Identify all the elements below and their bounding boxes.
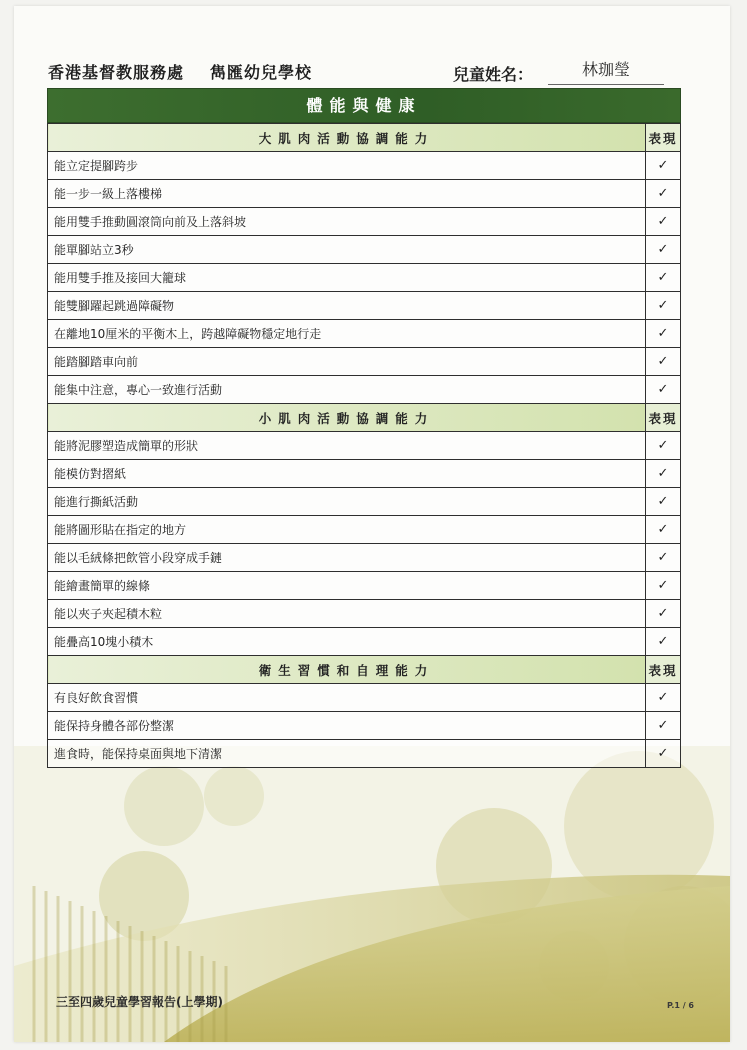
section-header [48, 124, 681, 152]
skill-description: 能單腳站立3秒 [48, 236, 646, 264]
table-row [48, 600, 681, 628]
checkmark-icon: ✓ [646, 488, 681, 516]
kindergarten-name: 雋匯幼兒學校 [210, 63, 313, 82]
skill-description: 能踏腳踏車向前 [48, 348, 646, 376]
table-row [48, 712, 681, 740]
table-row [48, 348, 681, 376]
skill-description: 能將泥膠塑造成簡單的形狀 [48, 432, 646, 460]
skill-description: 有良好飲食習慣 [48, 684, 646, 712]
checkmark-icon: ✓ [646, 544, 681, 572]
assessment-grid [47, 123, 681, 768]
checkmark-icon: ✓ [646, 432, 681, 460]
page-number: P.1 / 6 [666, 1001, 694, 1010]
table-row [48, 488, 681, 516]
report-page [14, 6, 730, 1042]
school-name [48, 60, 312, 83]
checkmark-icon: ✓ [646, 292, 681, 320]
skill-description: 能模仿對摺紙 [48, 460, 646, 488]
table-row [48, 376, 681, 404]
checkmark-icon: ✓ [646, 348, 681, 376]
checkmark-icon: ✓ [646, 684, 681, 712]
section-header [48, 656, 681, 684]
checkmark-icon: ✓ [646, 712, 681, 740]
checkmark-icon: ✓ [646, 180, 681, 208]
table-row [48, 320, 681, 348]
skill-description: 能集中注意，專心一致進行活動 [48, 376, 646, 404]
checkmark-icon: ✓ [646, 628, 681, 656]
checkmark-icon: ✓ [646, 152, 681, 180]
skill-description: 在離地10厘米的平衡木上，跨越障礙物穩定地行走 [48, 320, 646, 348]
table-row [48, 544, 681, 572]
table-row [48, 460, 681, 488]
section-title: 小肌肉活動協調能力 [48, 404, 646, 432]
skill-description: 能以毛絨條把飲管小段穿成手鏈 [48, 544, 646, 572]
table-row [48, 208, 681, 236]
checkmark-icon: ✓ [646, 208, 681, 236]
skill-description: 進食時，能保持桌面與地下清潔 [48, 740, 646, 768]
checkmark-icon: ✓ [646, 460, 681, 488]
table-row [48, 180, 681, 208]
section-title: 大肌肉活動協調能力 [48, 124, 646, 152]
checkmark-icon: ✓ [646, 740, 681, 768]
checkmark-icon: ✓ [646, 600, 681, 628]
skill-description: 能一步一級上落樓梯 [48, 180, 646, 208]
table-row [48, 628, 681, 656]
section-header [48, 404, 681, 432]
skill-description: 能用雙手推動圓滾筒向前及上落斜坡 [48, 208, 646, 236]
checkmark-icon: ✓ [646, 376, 681, 404]
skill-description: 能保持身體各部份整潔 [48, 712, 646, 740]
table-row [48, 684, 681, 712]
skill-description: 能疊高10塊小積木 [48, 628, 646, 656]
table-row [48, 292, 681, 320]
checkmark-icon: ✓ [646, 320, 681, 348]
skill-description: 能進行撕紙活動 [48, 488, 646, 516]
table-row [48, 432, 681, 460]
table-row [48, 264, 681, 292]
checkmark-icon: ✓ [646, 264, 681, 292]
table-row [48, 152, 681, 180]
header [48, 56, 710, 92]
skill-description: 能雙腳躍起跳過障礙物 [48, 292, 646, 320]
performance-column-header: 表現 [646, 656, 681, 684]
checkmark-icon: ✓ [646, 516, 681, 544]
table-row [48, 572, 681, 600]
skill-description: 能用雙手推及接回大籠球 [48, 264, 646, 292]
skill-description: 能繪畫簡單的線條 [48, 572, 646, 600]
child-name-value: 林珈瑩 [548, 56, 664, 85]
child-name-label: 兒童姓名： [453, 65, 534, 84]
performance-column-header: 表現 [646, 124, 681, 152]
table-row [48, 516, 681, 544]
skill-description: 能將圖形貼在指定的地方 [48, 516, 646, 544]
checkmark-icon: ✓ [646, 236, 681, 264]
table-row [48, 740, 681, 768]
report-title: 三至四歲兒童學習報告(上學期) [56, 995, 223, 1009]
checkmark-icon: ✓ [646, 572, 681, 600]
table-row [48, 236, 681, 264]
assessment-table [47, 88, 681, 768]
organization-name: 香港基督教服務處 [48, 63, 185, 82]
table-main-title: 體能與健康 [47, 88, 681, 123]
skill-description: 能立定提腳跨步 [48, 152, 646, 180]
section-title: 衛生習慣和自理能力 [48, 656, 646, 684]
performance-column-header: 表現 [646, 404, 681, 432]
skill-description: 能以夾子夾起積木粒 [48, 600, 646, 628]
